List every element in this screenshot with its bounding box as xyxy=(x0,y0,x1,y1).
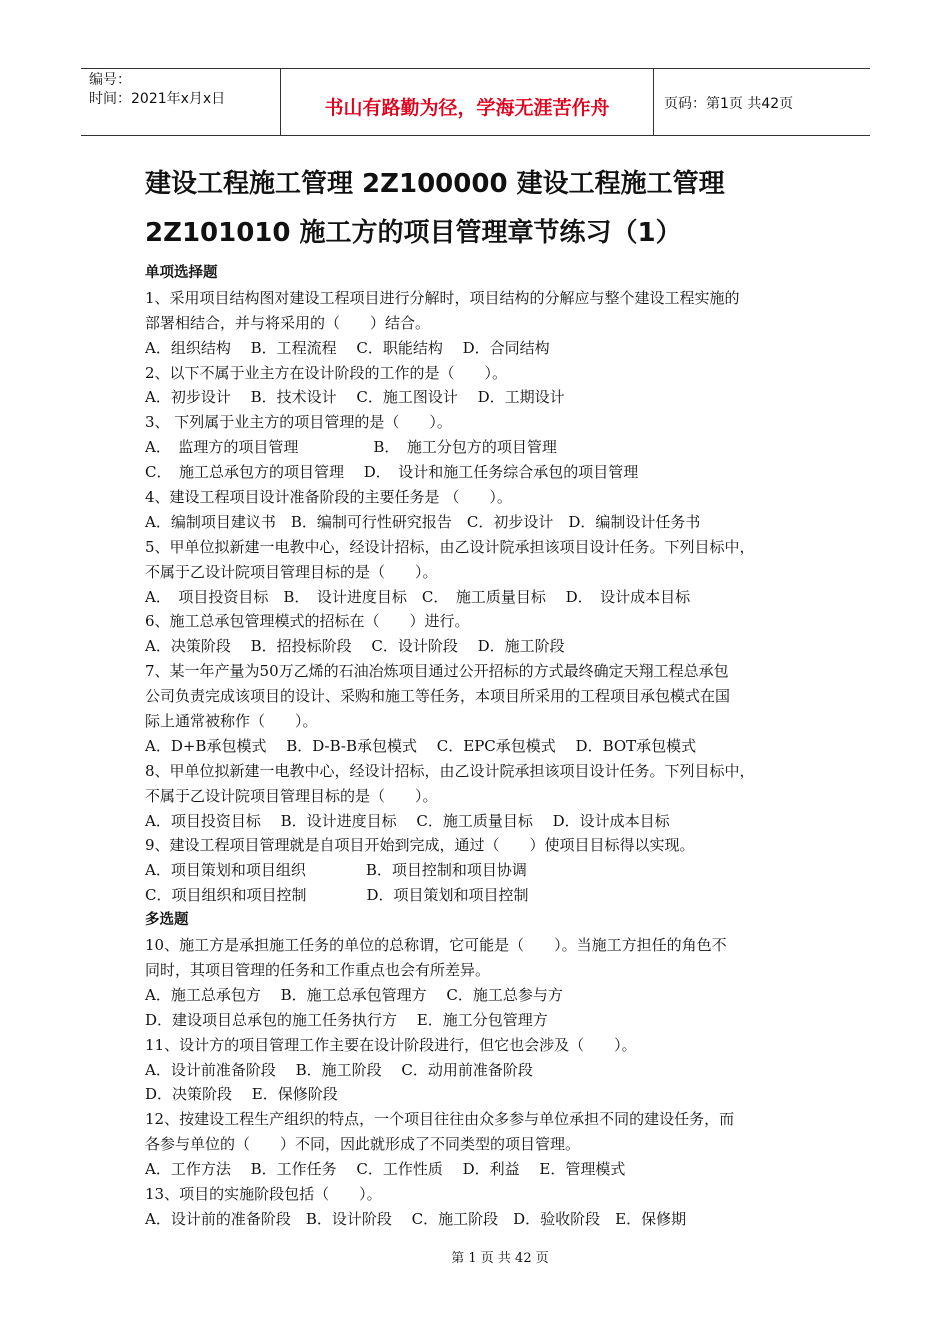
header-motto: 书山有路勤为径，学海无涯苦作舟 xyxy=(281,69,654,135)
text-line: 不属于乙设计院项目管理目标的是（ ）。 xyxy=(145,786,438,805)
text-line: 7、某一年产量为50万乙烯的石油冶炼项目通过公开招标的方式最终确定天翔工程总承包 xyxy=(145,662,729,681)
text-line: 10、施工方是承担施工任务的单位的总称谓，它可能是（ ）。当施工方担任的角色不 xyxy=(145,936,727,955)
document-title-line-2: 2Z101010 施工方的项目管理章节练习（1） xyxy=(145,218,682,248)
text-line: 公司负责完成该项目的设计、采购和施工等任务，本项目所采用的工程项目承包模式在国 xyxy=(145,687,731,706)
text-line: A．设计前准备阶段 B．施工阶段 C．动用前准备阶段 xyxy=(145,1060,533,1079)
document-header xyxy=(81,68,870,136)
number-label: 编号： xyxy=(89,72,131,88)
text-line: D．建设项目总承包的施工任务执行方 E．施工分包管理方 xyxy=(145,1010,548,1029)
text-line: 同时，其项目管理的任务和工作重点也会有所差异。 xyxy=(145,960,491,979)
section-heading: 多选题 xyxy=(145,912,189,929)
text-line: A．编制项目建议书 B．编制可行性研究报告 C．初步设计 D．编制设计任务书 xyxy=(145,512,701,531)
text-line: A． 项目投资目标 B． 设计进度目标 C． 施工质量目标 D． 设计成本目标 xyxy=(145,587,691,606)
text-line: A．设计前的准备阶段 B．设计阶段 C．施工阶段 D．验收阶段 E．保修期 xyxy=(145,1209,687,1228)
text-line: 不属于乙设计院项目管理目标的是（ ）。 xyxy=(145,562,438,581)
text-line: A．项目投资目标 B．设计进度目标 C．施工质量目标 D．设计成本目标 xyxy=(145,811,670,830)
text-line: 13、项目的实施阶段包括（ ）。 xyxy=(145,1184,382,1203)
text-line: A． 监理方的项目管理 B． 施工分包方的项目管理 xyxy=(145,438,557,457)
text-line: 4、建设工程项目设计准备阶段的主要任务是 （ ）。 xyxy=(145,488,512,507)
text-line: C． 施工总承包方的项目管理 D． 设计和施工任务综合承包的项目管理 xyxy=(145,463,639,482)
text-line: A．初步设计 B．技术设计 C．施工图设计 D．工期设计 xyxy=(145,388,565,407)
date-label: 时间：2021年x月x日 xyxy=(89,91,226,107)
text-line: 12、按建设工程生产组织的特点，一个项目往往由众多参与单位承担不同的建设任务，而 xyxy=(145,1110,735,1129)
text-line: C．项目组织和项目控制 D．项目策划和项目控制 xyxy=(145,886,529,905)
text-line: A．工作方法 B．工作任务 C．工作性质 D．利益 E．管理模式 xyxy=(145,1160,626,1179)
section-heading: 单项选择题 xyxy=(145,265,218,281)
text-line: 3、 下列属于业主方的项目管理的是（ ）。 xyxy=(145,413,452,432)
page-footer: 第 1 页 共 42 页 xyxy=(451,1251,549,1266)
text-line: A．项目策划和项目组织 B．项目控制和项目协调 xyxy=(145,861,527,880)
text-line: A．决策阶段 B．招投标阶段 C．设计阶段 D．施工阶段 xyxy=(145,637,565,656)
text-line: A．组织结构 B．工程流程 C．职能结构 D．合同结构 xyxy=(145,338,550,357)
text-line: 8、甲单位拟新建一电教中心，经设计招标，由乙设计院承担该项目设计任务。下列目标中， xyxy=(145,761,755,780)
text-line: A．施工总承包方 B．施工总承包管理方 C．施工总参与方 xyxy=(145,985,563,1004)
text-line: A．D+B承包模式 B．D-B-B承包模式 C．EPC承包模式 D．BOT承包模式 xyxy=(145,736,697,755)
text-line: 6、施工总承包管理模式的招标在（ ）进行。 xyxy=(145,612,470,631)
text-line: 11、设计方的项目管理工作主要在设计阶段进行，但它也会涉及（ ）。 xyxy=(145,1035,637,1054)
text-line: 部署相结合，并与将采用的（ ）结合。 xyxy=(145,313,431,332)
text-line: 5、甲单位拟新建一电教中心，经设计招标，由乙设计院承担该项目设计任务。下列目标中， xyxy=(145,537,755,556)
text-line: 各参与单位的（ ）不同，因此就形成了不同类型的项目管理。 xyxy=(145,1135,581,1154)
question-body xyxy=(145,261,825,1232)
text-line: 1、采用项目结构图对建设工程项目进行分解时，项目结构的分解应与整个建设工程实施的 xyxy=(145,288,740,307)
text-line: 9、建设工程项目管理就是自项目开始到完成，通过（ ）使项目目标得以实现。 xyxy=(145,836,695,855)
text-line: 2、以下不属于业主方在设计阶段的工作的是（ ）。 xyxy=(145,363,508,382)
header-page-info: 页码：第1页 共42页 xyxy=(664,96,794,112)
text-line: D．决策阶段 E．保修阶段 xyxy=(145,1085,338,1104)
text-line: 际上通常被称作（ ）。 xyxy=(145,712,318,731)
header-meta xyxy=(81,69,281,135)
document-title-line-1: 建设工程施工管理 2Z100000 建设工程施工管理 xyxy=(145,169,725,199)
